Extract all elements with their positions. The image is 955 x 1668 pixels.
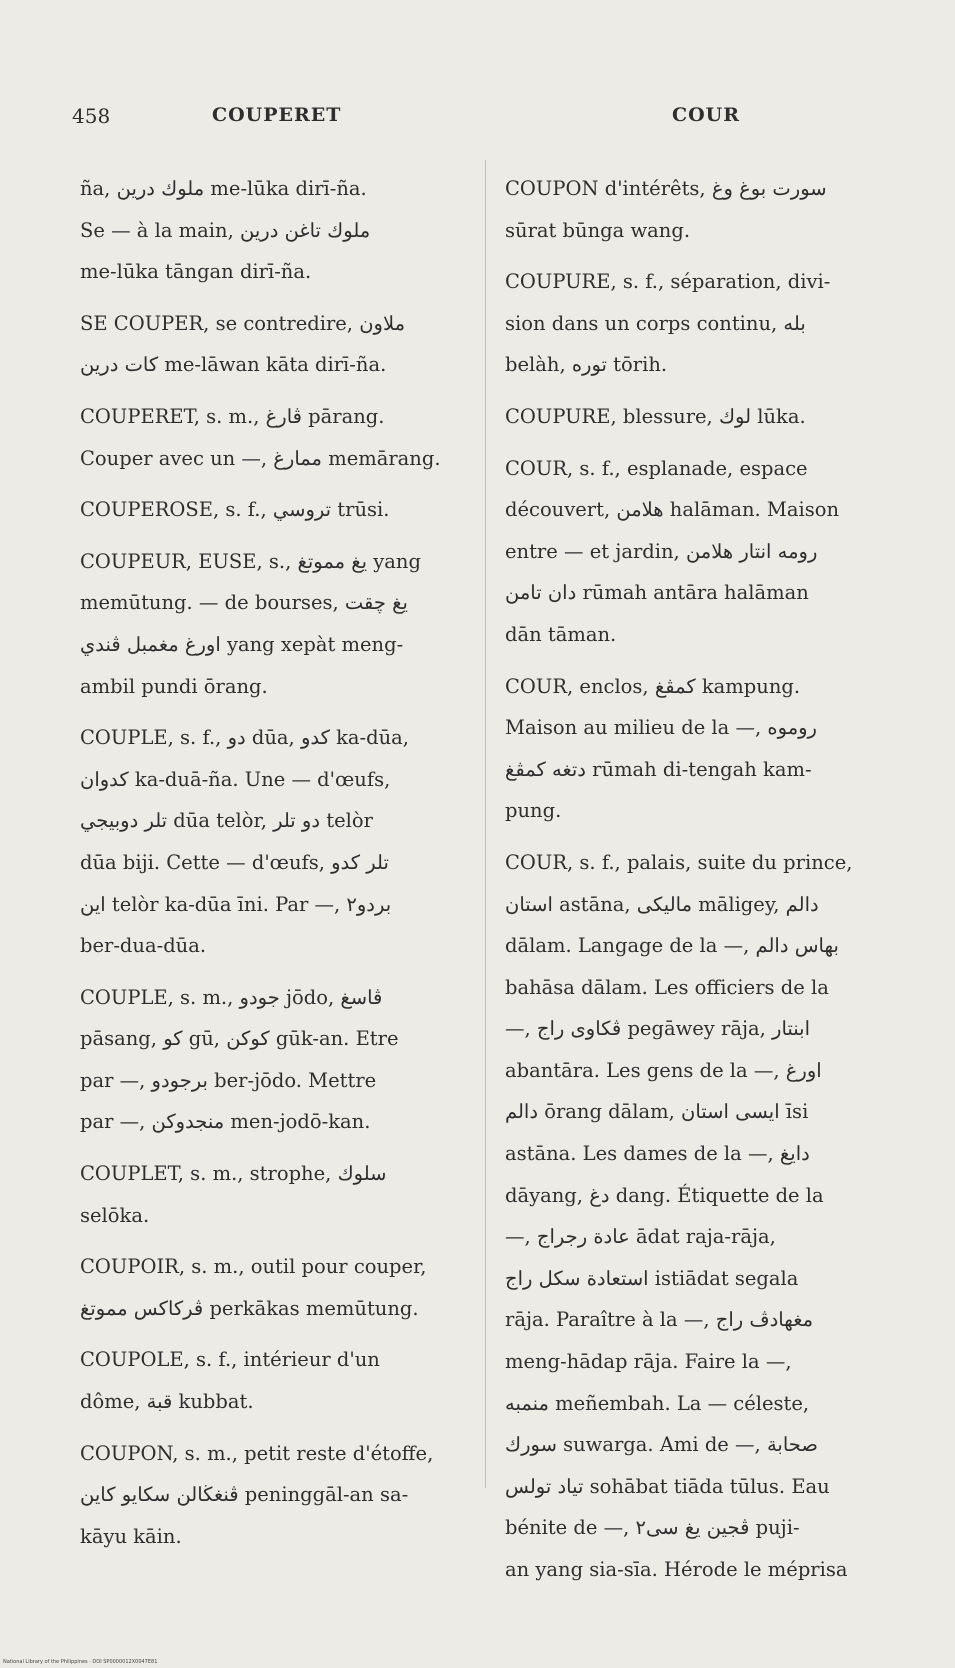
dictionary-line: abantāra. Les gens de la —, اورغ bbox=[505, 1058, 822, 1082]
entry-gap bbox=[505, 386, 901, 396]
dictionary-line: COUPLET, s. m., strophe, سلوك bbox=[80, 1162, 387, 1186]
dictionary-line: meng-hādap rāja. Faire la —, bbox=[505, 1350, 792, 1374]
dictionary-line: bénite de —, ڤجين يغ سى٢ puji- bbox=[505, 1516, 800, 1540]
dictionary-line: COUR, enclos, كمڤغ kampung. bbox=[505, 674, 801, 698]
dictionary-line: memūtung. — de bourses, يغ چقت bbox=[80, 591, 408, 615]
entry-gap bbox=[80, 967, 476, 977]
dictionary-line: sion dans un corps continu, بله bbox=[505, 311, 806, 335]
dictionary-line: استعادة سكل راج istiādat segala bbox=[505, 1266, 799, 1290]
entry-gap bbox=[505, 251, 901, 261]
dictionary-line: par —, برجودو ber-jōdo. Mettre bbox=[80, 1068, 377, 1092]
dictionary-line: pāsang, كو gū, كوكن gūk-an. Etre bbox=[80, 1027, 399, 1051]
dictionary-line: ber-dua-dūa. bbox=[80, 934, 207, 958]
entry-gap bbox=[80, 293, 476, 303]
dictionary-line: COUPEROSE, s. f., تروسي trūsi. bbox=[80, 498, 390, 522]
entry-gap bbox=[80, 1423, 476, 1433]
dictionary-line: me-lūka tāngan dirī-ña. bbox=[80, 260, 312, 284]
dictionary-line: COUPERET, s. m., ڤارغ pārang. bbox=[80, 404, 385, 428]
dictionary-line: اين telòr ka-dūa īni. Par —, بردو٢ bbox=[80, 892, 392, 916]
dictionary-line: dūa biji. Cette — d'œufs, تلر كدو bbox=[80, 850, 389, 874]
column-divider bbox=[485, 160, 486, 1488]
dictionary-line: —, عادة رجراج ādat raja-rāja, bbox=[505, 1225, 776, 1249]
dictionary-line: bahāsa dālam. Les officiers de la bbox=[505, 975, 829, 999]
entry-gap bbox=[80, 531, 476, 541]
dictionary-line: دان تامن rūmah antāra halāman bbox=[505, 581, 809, 605]
dictionary-line: ña, ملوك درين me-lūka dirī-ña. bbox=[80, 177, 367, 200]
dictionary-line: entre — et jardin, رومه انتار هلامن bbox=[505, 539, 818, 563]
footer-watermark: National Library of the Philippines · DOI SP0000012X0047E81 bbox=[3, 1659, 158, 1665]
entry-gap bbox=[80, 707, 476, 717]
dictionary-line: COUPON, s. m., petit reste d'étoffe, bbox=[80, 1441, 434, 1465]
dictionary-line: COUPLE, s. f., دو dūa, كدو ka-dūa, bbox=[80, 726, 409, 750]
dictionary-line: COUPEUR, EUSE, s., يغ مموتغ yang bbox=[80, 549, 421, 573]
running-head-left: COUPERET bbox=[212, 104, 342, 126]
right-column bbox=[505, 168, 901, 1591]
entry-gap bbox=[80, 479, 476, 489]
dictionary-line: تلر دوبيجي dūa telòr, دو تلر telòr bbox=[80, 809, 373, 833]
dictionary-line: COUPLE, s. m., جودو jōdo, ڤاسغ bbox=[80, 985, 383, 1009]
dictionary-line: COUPOLE, s. f., intérieur d'un bbox=[80, 1348, 380, 1372]
dictionary-line: كات درين me-lāwan kāta dirī-ña. bbox=[80, 353, 387, 377]
entry-gap bbox=[505, 438, 901, 448]
running-head-right: COUR bbox=[672, 104, 741, 126]
dictionary-line: COUR, s. f., esplanade, espace bbox=[505, 456, 808, 480]
dictionary-line: —, ڤكاوى راج pegāwey rāja, ابنتار bbox=[505, 1017, 811, 1041]
dictionary-line: Maison au milieu de la —, روموه bbox=[505, 716, 817, 740]
entry-gap bbox=[80, 1329, 476, 1339]
dictionary-line: pung. bbox=[505, 799, 562, 823]
dictionary-line: ڤركاكس مموتغ perkākas memūtung. bbox=[80, 1296, 419, 1320]
dictionary-line: kāyu kāin. bbox=[80, 1524, 182, 1548]
dictionary-line: dôme, قبة kubbat. bbox=[80, 1390, 254, 1414]
dictionary-line: SE COUPER, se contredire, ملاون bbox=[80, 311, 406, 335]
dictionary-line: par —, منجدوكن men-jodō-kan. bbox=[80, 1110, 371, 1134]
dictionary-line: sūrat būnga wang. bbox=[505, 218, 691, 242]
dictionary-line: سورك suwarga. Ami de —, صحابة bbox=[505, 1433, 818, 1457]
entry-gap bbox=[80, 1236, 476, 1246]
entry-gap bbox=[505, 832, 901, 842]
dictionary-line: COUR, s. f., palais, suite du prince, bbox=[505, 850, 853, 874]
dictionary-line: dān tāman. bbox=[505, 622, 617, 646]
left-column bbox=[80, 168, 476, 1557]
page-number: 458 bbox=[72, 104, 111, 128]
dictionary-line: astāna. Les dames de la —, دايغ bbox=[505, 1142, 810, 1166]
dictionary-line: اورغ مغمبل ڤندي yang xepàt meng- bbox=[80, 632, 404, 656]
entry-gap bbox=[80, 386, 476, 396]
dictionary-line: selōka. bbox=[80, 1203, 150, 1227]
dictionary-line: COUPURE, s. f., séparation, divi- bbox=[505, 270, 831, 294]
dictionary-line: COUPON d'intérêts, سورت بوغ وغ bbox=[505, 177, 827, 200]
dictionary-line: ambil pundi ōrang. bbox=[80, 674, 268, 698]
dictionary-line: كدوان ka-duā-ña. Une — d'œufs, bbox=[80, 767, 391, 791]
dictionary-line: belàh, توره tōrih. bbox=[505, 353, 668, 377]
dictionary-line: rāja. Paraître à la —, مغهادڤ راج bbox=[505, 1308, 814, 1332]
dictionary-line: تياد تولس sohābat tiāda tūlus. Eau bbox=[505, 1474, 830, 1498]
dictionary-line: COUPOIR, s. m., outil pour couper, bbox=[80, 1255, 427, 1279]
dictionary-line: منمبه meñembah. La — céleste, bbox=[505, 1391, 810, 1415]
dictionary-line: dālam. Langage de la —, بهاس دالم bbox=[505, 934, 839, 958]
dictionary-line: an yang sia-sīa. Hérode le méprisa bbox=[505, 1558, 848, 1581]
entry-gap bbox=[505, 656, 901, 666]
dictionary-line: استان astāna, ماليكى māligey, دالم bbox=[505, 892, 819, 916]
dictionary-line: Se — à la main, ملوك تاغن درين bbox=[80, 218, 371, 242]
dictionary-line: Couper avec un —, ممارغ memārang. bbox=[80, 446, 441, 470]
dictionary-line: découvert, هلامن halāman. Maison bbox=[505, 498, 840, 522]
dictionary-line: COUPURE, blessure, لوك lūka. bbox=[505, 404, 806, 428]
dictionary-line: ڤنغڬالن سكايو كاين peninggāl-an sa- bbox=[80, 1483, 409, 1507]
dictionary-line: دتغه كمڤغ rūmah di-tengah kam- bbox=[505, 757, 812, 781]
dictionary-line: دالم ōrang dālam, ايسى استان īsi bbox=[505, 1100, 809, 1124]
entry-gap bbox=[80, 1143, 476, 1153]
dictionary-line: dāyang, دغ dang. Étiquette de la bbox=[505, 1183, 824, 1207]
